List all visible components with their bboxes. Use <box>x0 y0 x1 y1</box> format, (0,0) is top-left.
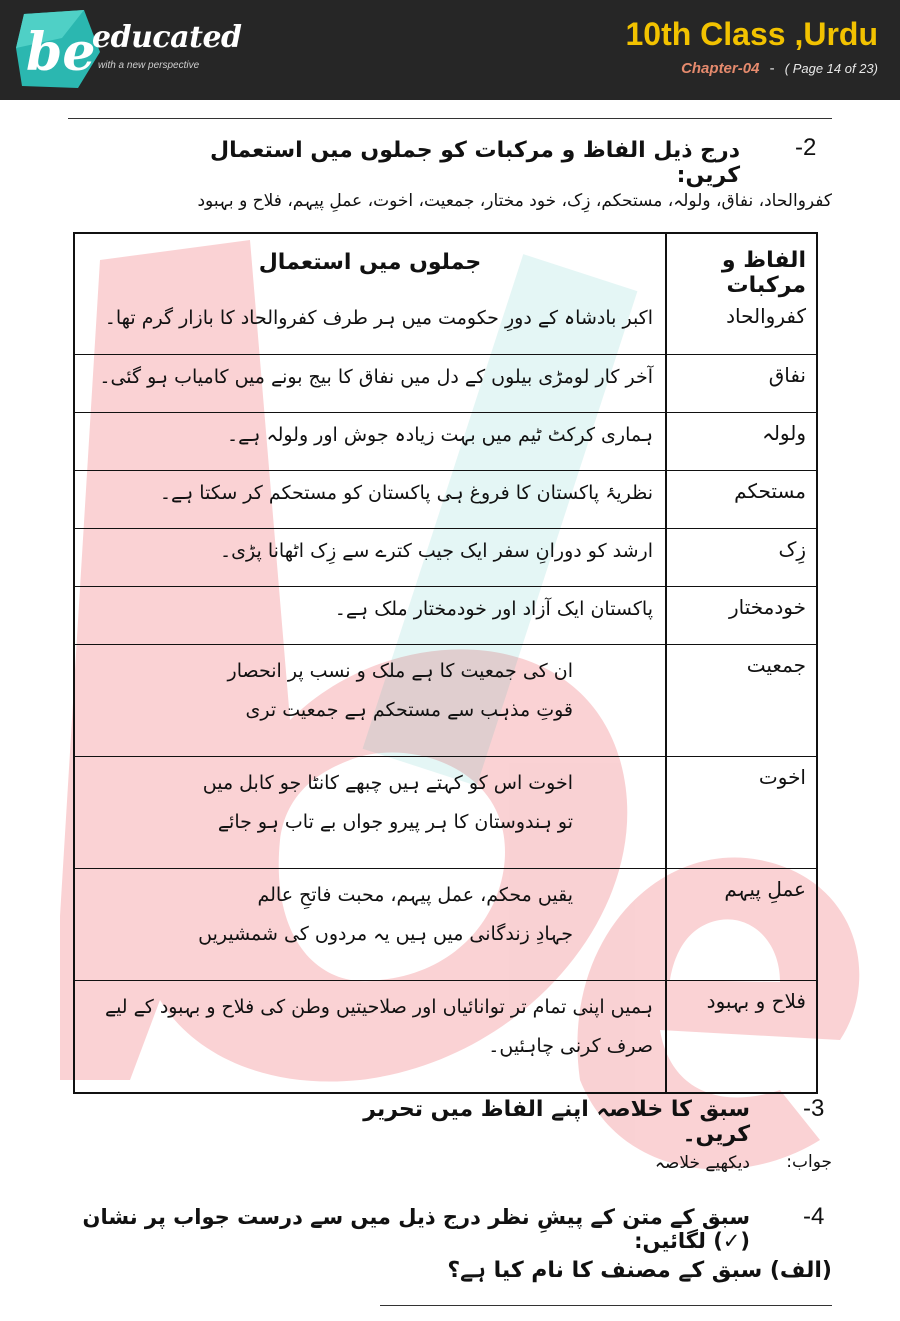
term-cell: عملِ پیہم <box>665 869 816 980</box>
term-cell: مستحکم <box>665 471 816 528</box>
term-cell: زِک <box>665 529 816 586</box>
table-header-row <box>75 234 816 296</box>
sentence-line: یقیں محکم، عمل پیہم، محبت فاتحِ عالم <box>257 884 573 906</box>
q3-answer-label: جواب: <box>786 1152 832 1172</box>
sentence-cell <box>75 981 665 1092</box>
vocab-table <box>73 232 818 1094</box>
sentence-line: ہمیں اپنی تمام تر توانائیاں اور صلاحیتیں وطن کی فلاح و بہبود کے لیے <box>104 996 653 1018</box>
q2-number: -2 <box>795 134 817 161</box>
chapter-info <box>681 60 878 77</box>
q2-title: درج ذیل الفاظ و مرکبات کو جملوں میں استعمال کریں: <box>210 138 740 188</box>
sentence-cell <box>75 529 665 586</box>
q4-title: سبق کے متن کے پیشِ نظر درج ذیل میں سے درست جواب پر نشان (✓) لگائیں: <box>82 1205 750 1253</box>
table-body <box>75 296 816 1092</box>
q3-number: -3 <box>803 1095 825 1122</box>
sentence-cell <box>75 471 665 528</box>
sentence-cell <box>75 296 665 354</box>
column-header-words: الفاظ و مرکبات <box>665 234 816 296</box>
sentence-cell <box>75 413 665 470</box>
q3-title: سبق کا خلاصہ اپنے الفاظ میں تحریر کریں۔ <box>363 1097 750 1147</box>
sentence-line: تو ہندوستان کا ہر پیرو جواں بے تاب ہو جائے <box>217 811 573 834</box>
table-row <box>75 980 816 1092</box>
sentence-line: ارشد کو دورانِ سفر ایک جیب کترے سے زِک اٹھانا پڑی۔ <box>220 540 653 562</box>
sentence-line: ہماری کرکٹ ٹیم میں بہت زیادہ جوش اور ولولہ ہے۔ <box>227 424 653 446</box>
page-indicator: ( Page 14 of 23) <box>784 61 878 76</box>
separator: - <box>769 60 775 77</box>
bottom-rule <box>380 1305 832 1306</box>
table-row <box>75 470 816 528</box>
sentence-cell <box>75 645 665 756</box>
logo-wordmark: educated <box>92 20 242 55</box>
sentence-cell <box>75 757 665 868</box>
term-cell: کفروالحاد <box>665 296 816 354</box>
sentence-cell <box>75 355 665 412</box>
logo-mark-text: be <box>26 22 96 83</box>
column-header-sentences: جملوں میں استعمال <box>258 250 482 275</box>
table-row <box>75 412 816 470</box>
sentence-line: جہادِ زندگانی میں ہیں یہ مردوں کی شمشیریں <box>198 923 573 946</box>
sentence-cell <box>75 869 665 980</box>
table-row <box>75 868 816 980</box>
sentence-line: پاکستان ایک آزاد اور خودمختار ملک ہے۔ <box>334 598 653 620</box>
term-cell: خودمختار <box>665 587 816 644</box>
table-row <box>75 354 816 412</box>
term-cell: فلاح و بہبود <box>665 981 816 1092</box>
top-rule <box>68 118 832 119</box>
q4-part-a: (الف) سبق کے مصنف کا نام کیا ہے؟ <box>447 1258 832 1283</box>
sentence-line: نظریۂ پاکستان کا فروغ ہی پاکستان کو مستحکم کر سکتا ہے۔ <box>159 482 653 504</box>
sentence-line: اخوت اس کو کہتے ہیں چبھے کانٹا جو کابل میں <box>202 772 573 794</box>
table-row <box>75 586 816 644</box>
sentence-cell <box>75 587 665 644</box>
chapter-label: Chapter-04 <box>681 60 760 77</box>
sentence-line: قوتِ مذہب سے مستحکم ہے جمعیت تری <box>245 699 573 722</box>
term-cell: اخوت <box>665 757 816 868</box>
term-cell: نفاق <box>665 355 816 412</box>
sentence-line: اکبر بادشاہ کے دورِ حکومت میں ہر طرف کفروالحاد کا بازار گرم تھا۔ <box>104 307 653 329</box>
logo <box>14 8 242 92</box>
q4-number: -4 <box>803 1203 825 1230</box>
page-header <box>0 0 900 100</box>
table-row <box>75 528 816 586</box>
table-row <box>75 296 816 354</box>
table-row <box>75 756 816 868</box>
class-title: 10th Class ,Urdu <box>625 16 878 52</box>
q3-answer-text: دیکھیے خلاصہ <box>654 1153 750 1173</box>
logo-tagline: with a new perspective <box>98 60 200 71</box>
term-cell: ولولہ <box>665 413 816 470</box>
sentence-line: صرف کرنی چاہئیں۔ <box>488 1035 653 1058</box>
q2-word-list: کفروالحاد، نفاق، ولولہ، مستحکم، زِک، خود مختار، جمعیت، اخوت، عملِ پیہم، فلاح و بہبود <box>197 191 832 211</box>
term-cell: جمعیت <box>665 645 816 756</box>
sentence-line: ان کی جمعیت کا ہے ملک و نسب پر انحصار <box>227 660 573 682</box>
logo-mark-icon <box>14 8 104 92</box>
table-row <box>75 644 816 756</box>
sentence-line: آخر کار لومڑی بیلوں کے دل میں نفاق کا بیج بونے میں کامیاب ہو گئی۔ <box>99 366 653 388</box>
